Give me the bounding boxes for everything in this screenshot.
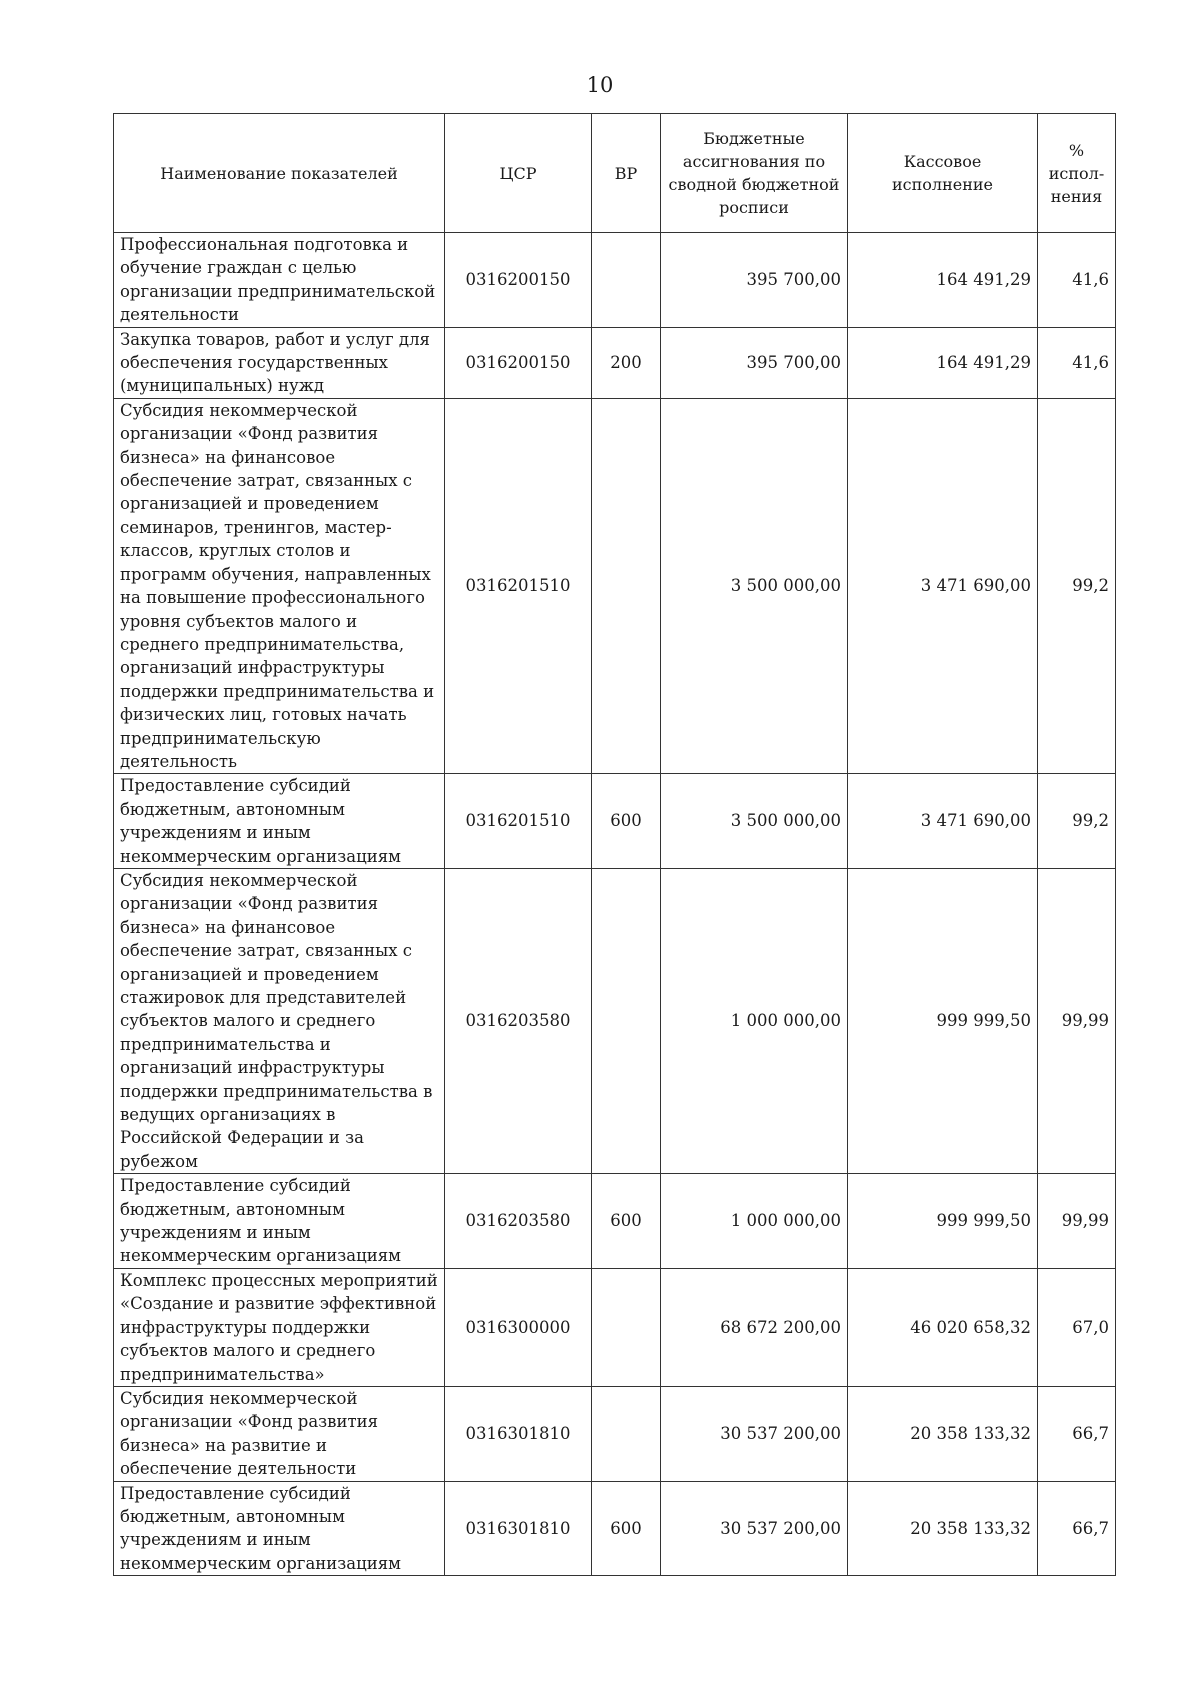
header-budget: Бюджетные ассигнования по сводной бюджетной росписи bbox=[661, 114, 848, 233]
row-name: Закупка товаров, работ и услуг для обеспечения государственных (муниципальных) нужд bbox=[114, 327, 445, 398]
row-cash: 3 471 690,00 bbox=[848, 774, 1038, 869]
table-row bbox=[114, 1174, 1116, 1269]
row-cash: 20 358 133,32 bbox=[848, 1386, 1038, 1481]
table-row bbox=[114, 233, 1116, 328]
row-name: Субсидия некоммерческой организации «Фонд развития бизнеса» на финансовое обеспечение затрат, связанных с организацией и проведением стажировок для представителей субъектов малого и среднего предпринимательства и организаций инфраструктуры поддержки предпринимательства в ведущих организациях в Российской Федерации и за рубежом bbox=[114, 868, 445, 1173]
row-csr: 0316203580 bbox=[445, 868, 592, 1173]
header-cash: Кассовое исполнение bbox=[848, 114, 1038, 233]
row-pct: 99,99 bbox=[1038, 868, 1116, 1173]
row-pct: 67,0 bbox=[1038, 1268, 1116, 1386]
row-cash: 164 491,29 bbox=[848, 233, 1038, 328]
row-vr bbox=[592, 1386, 661, 1481]
table-row bbox=[114, 1386, 1116, 1481]
row-budget: 395 700,00 bbox=[661, 233, 848, 328]
header-csr: ЦСР bbox=[445, 114, 592, 233]
table-row bbox=[114, 774, 1116, 869]
row-pct: 99,2 bbox=[1038, 398, 1116, 774]
row-name: Комплекс процессных мероприятий «Создание и развитие эффективной инфраструктуры поддержки субъектов малого и среднего предпринимательства» bbox=[114, 1268, 445, 1386]
row-cash: 999 999,50 bbox=[848, 1174, 1038, 1269]
header-pct: % испол-нения bbox=[1038, 114, 1116, 233]
row-budget: 395 700,00 bbox=[661, 327, 848, 398]
page-number: 10 bbox=[586, 73, 614, 97]
row-pct: 99,99 bbox=[1038, 1174, 1116, 1269]
row-name: Субсидия некоммерческой организации «Фонд развития бизнеса» на развитие и обеспечение деятельности bbox=[114, 1386, 445, 1481]
row-budget: 1 000 000,00 bbox=[661, 868, 848, 1173]
row-pct: 66,7 bbox=[1038, 1386, 1116, 1481]
row-vr: 600 bbox=[592, 1481, 661, 1576]
row-pct: 41,6 bbox=[1038, 233, 1116, 328]
row-cash: 164 491,29 bbox=[848, 327, 1038, 398]
row-csr: 0316301810 bbox=[445, 1386, 592, 1481]
header-name: Наименование показателей bbox=[114, 114, 445, 233]
row-csr: 0316200150 bbox=[445, 327, 592, 398]
table-row bbox=[114, 327, 1116, 398]
row-vr: 600 bbox=[592, 774, 661, 869]
table-row bbox=[114, 1481, 1116, 1576]
row-budget: 68 672 200,00 bbox=[661, 1268, 848, 1386]
table-row bbox=[114, 868, 1116, 1173]
row-vr bbox=[592, 1268, 661, 1386]
row-csr: 0316201510 bbox=[445, 398, 592, 774]
row-pct: 41,6 bbox=[1038, 327, 1116, 398]
row-budget: 1 000 000,00 bbox=[661, 1174, 848, 1269]
row-cash: 3 471 690,00 bbox=[848, 398, 1038, 774]
table-header-row bbox=[114, 114, 1116, 233]
row-cash: 46 020 658,32 bbox=[848, 1268, 1038, 1386]
row-csr: 0316300000 bbox=[445, 1268, 592, 1386]
row-name: Предоставление субсидий бюджетным, автономным учреждениям и иным некоммерческим организациям bbox=[114, 1481, 445, 1576]
row-budget: 3 500 000,00 bbox=[661, 398, 848, 774]
table-row bbox=[114, 398, 1116, 774]
row-name: Субсидия некоммерческой организации «Фонд развития бизнеса» на финансовое обеспечение затрат, связанных с организацией и проведением семинаров, тренингов, мастер-классов, круглых столов и программ обучения, направленных на повышение профессионального уровня субъектов малого и среднего предпринимательства, организаций инфраструктуры поддержки предпринимательства и физических лиц, готовых начать предпринимательскую деятельность bbox=[114, 398, 445, 774]
row-vr: 600 bbox=[592, 1174, 661, 1269]
row-pct: 66,7 bbox=[1038, 1481, 1116, 1576]
row-budget: 30 537 200,00 bbox=[661, 1386, 848, 1481]
table-row bbox=[114, 1268, 1116, 1386]
header-vr: ВР bbox=[592, 114, 661, 233]
row-cash: 999 999,50 bbox=[848, 868, 1038, 1173]
row-pct: 99,2 bbox=[1038, 774, 1116, 869]
row-csr: 0316201510 bbox=[445, 774, 592, 869]
row-vr bbox=[592, 868, 661, 1173]
row-vr: 200 bbox=[592, 327, 661, 398]
row-csr: 0316203580 bbox=[445, 1174, 592, 1269]
row-name: Предоставление субсидий бюджетным, автономным учреждениям и иным некоммерческим организациям bbox=[114, 774, 445, 869]
budget-execution-table bbox=[113, 113, 1116, 1576]
row-vr bbox=[592, 233, 661, 328]
row-name: Предоставление субсидий бюджетным, автономным учреждениям и иным некоммерческим организациям bbox=[114, 1174, 445, 1269]
row-csr: 0316200150 bbox=[445, 233, 592, 328]
row-cash: 20 358 133,32 bbox=[848, 1481, 1038, 1576]
row-vr bbox=[592, 398, 661, 774]
row-budget: 3 500 000,00 bbox=[661, 774, 848, 869]
row-name: Профессиональная подготовка и обучение граждан с целью организации предпринимательской деятельности bbox=[114, 233, 445, 328]
row-budget: 30 537 200,00 bbox=[661, 1481, 848, 1576]
row-csr: 0316301810 bbox=[445, 1481, 592, 1576]
